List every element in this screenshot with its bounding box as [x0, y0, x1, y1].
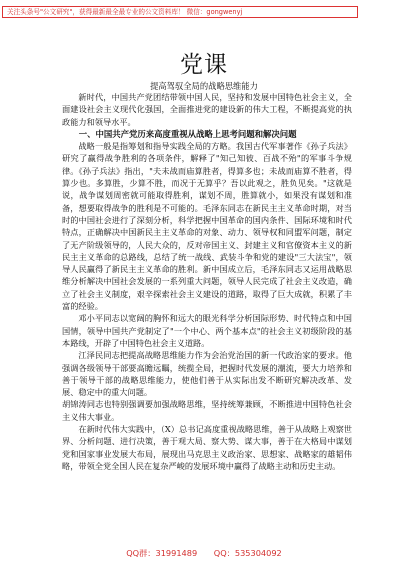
promo-banner: 关注头条号"公文研究"，获得最新最全最专业的公文资料库！ 微信：gongwenyj — [2, 6, 358, 18]
body-paragraph: 胡锦涛同志也特别强调要加强战略思维，坚持统筹兼顾，不断推进中国特色社会主义伟大事业。 — [62, 399, 352, 422]
body-paragraph: 在新时代伟大实践中，（X）总书记高度重视战略思维，善于从战略上观察世界、分析问题、进行决策，善于观大局、察大势、谋大事，善于在大格局中谋划党和国家事业发展大布局，展现出马克思主义政治家、思想家、战略家的雄韬伟略，带领全党全国人民在复杂严峻的发展环境中赢得了战略主动和历史主动。 — [62, 424, 352, 471]
body-paragraph: 战略一般是指筹划和指导实践全局的方略。我国古代军事著作《孙子兵法》研究了赢得战争胜利的各项条件，解释了"知己知彼、百战不殆"的军事斗争规律。《孙子兵法》指出，"夫未战而庙算胜者，得算多也；未战而庙算不胜者，得算少也。多算胜，少算不胜，而况于无算乎？吾以此观之，胜负见矣。"这就是说，战争谋划周密就可能取得胜利，谋划不周，胜算就小，如果没有谋划和准备，想要取得战争的胜利是不可能的。毛泽东同志在新民主主义革命时期，对当时的中国社会进行了深刻分析，科学把握中国革命的国内条件、国际环境和时代特点，正确解决中国新民主主义革命的对象、动力、领导权和同盟军问题，制定了无产阶级领导的，人民大众的，反对帝国主义、封建主义和官僚资本主义的新民主主义革命的总路线，总结了统一战线、武装斗争和党的建设"三大法宝"，领导人民赢得了新民主主义革命的胜利。新中国成立后，毛泽东同志又运用战略思维分析解决中国社会发展的一系列重大问题，领导人民完成了社会主义改造，确立了社会主义制度，艰辛探索社会主义建设的道路，取得了巨大成就，积累了丰富的经验。 — [62, 141, 352, 312]
document-subtitle: 提高驾驭全局的战略思维能力 — [150, 81, 258, 91]
section-heading: 一、中国共产党历来高度重视从战略上思考问题和解决问题 — [78, 128, 297, 139]
body-paragraph: 邓小平同志以宽阔的胸怀和远大的眼光科学分析国际形势、时代特点和中国国情，领导中国共产党制定了"一个中心、两个基本点"的社会主义初级阶段的基本路线，开辟了中国特色社会主义道路。 — [62, 313, 352, 348]
intro-paragraph: 新时代，中国共产党团结带领中国人民，坚持和发展中国特色社会主义，全面建设社会主义现代化强国，全面推进党的建设新的伟大工程，不断提高党的执政能力和领导水平。 — [62, 92, 352, 127]
contact-footer — [0, 548, 408, 559]
body-paragraph: 江泽民同志把提高战略思维能力作为会治党治国的新一代政治家的要求。他强调各级领导干部要高瞻远瞩，统揽全局，把握时代发展的潮流，要大力培养和善于领导干部的战略思维能力，使他们善于从实际出发不断研究解决改革、发展、稳定中的重大问题。 — [62, 350, 352, 398]
document-body — [62, 91, 352, 472]
qq-group-text: QQ群：31991489 — [126, 548, 198, 558]
document-title: 党课 — [180, 52, 228, 78]
qq-text: QQ：535304092 — [213, 548, 282, 558]
